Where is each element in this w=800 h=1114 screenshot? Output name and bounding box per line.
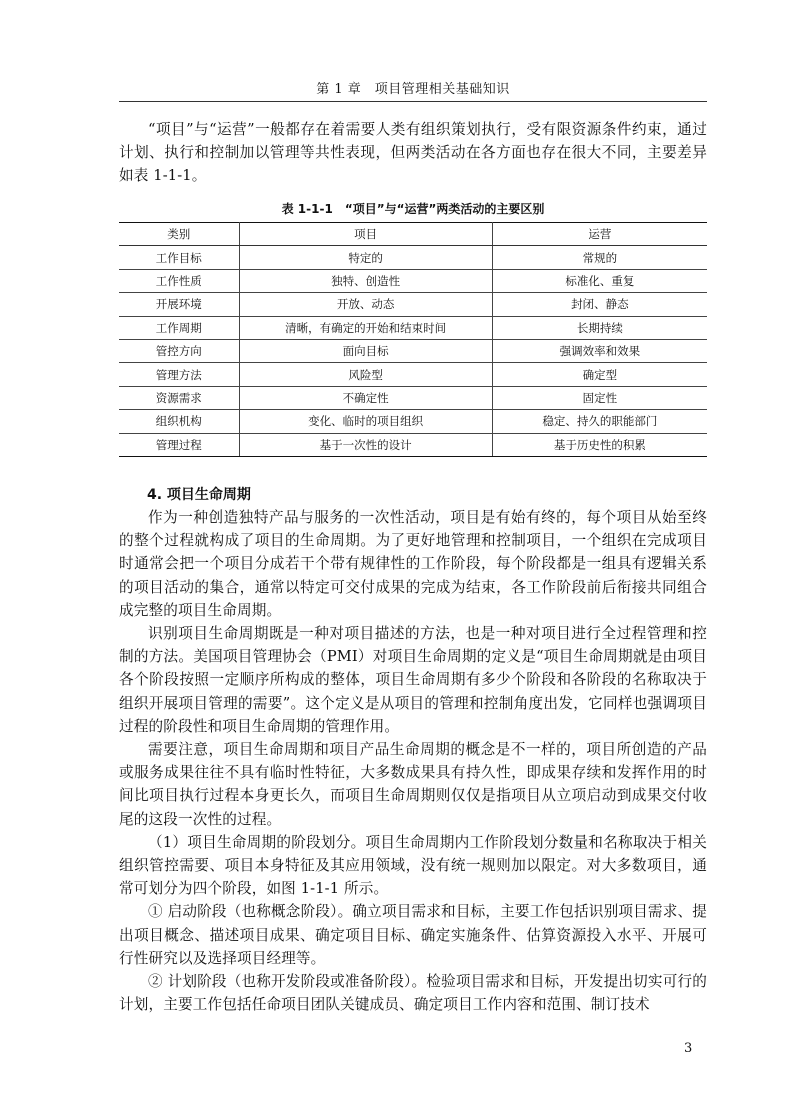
table-cell: 面向目标	[239, 339, 492, 362]
table-cell: 标准化、重复	[492, 269, 707, 292]
table-row	[119, 269, 707, 292]
table-cell: 不确定性	[239, 386, 492, 409]
body-paragraph: （1）项目生命周期的阶段划分。项目生命周期内工作阶段划分数量和名称取决于相关组织管控需要、项目本身特征及其应用领域，没有统一规则加以限定。对大多数项目，通常可划分为四个阶段，如图 1-1-1 所示。	[119, 833, 707, 898]
table-row	[119, 363, 707, 386]
table-cell: 清晰，有确定的开始和结束时间	[239, 316, 492, 339]
comparison-table	[119, 222, 707, 457]
table-cell: 确定型	[492, 363, 707, 386]
table-row	[119, 293, 707, 316]
intro-paragraph	[119, 118, 707, 188]
table-cell: 工作周期	[119, 316, 239, 339]
table-cell: 强调效率和效果	[492, 339, 707, 362]
table-cell: 固定性	[492, 386, 707, 409]
table-cell: 基于一次性的设计	[239, 433, 492, 456]
table-cell: 独特、创造性	[239, 269, 492, 292]
table-row	[119, 386, 707, 409]
table-cell: 基于历史性的积累	[492, 433, 707, 456]
table-cell: 工作性质	[119, 269, 239, 292]
table-cell: 封闭、静态	[492, 293, 707, 316]
table-header-row	[119, 223, 707, 246]
table-caption: 表 1-1-1 “项目”与“运营”两类活动的主要区别	[281, 202, 545, 216]
table-cell: 开展环境	[119, 293, 239, 316]
body-paragraph: ② 计划阶段（也称开发阶段或准备阶段）。检验项目需求和目标，开发提出切实可行的计划，主要工作包括任命项目团队关键成员、确定项目工作内容和范围、制订技术	[119, 973, 707, 1014]
table-cell: 管理方法	[119, 363, 239, 386]
table-cell: 常规的	[492, 246, 707, 269]
table-cell: 变化、临时的项目组织	[239, 410, 492, 433]
table-cell: 长期持续	[492, 316, 707, 339]
table-row	[119, 410, 707, 433]
table-row	[119, 433, 707, 456]
table-row	[119, 339, 707, 362]
table-cell: 资源需求	[119, 386, 239, 409]
body-paragraph: 作为一种创造独特产品与服务的一次性活动，项目是有始有终的，每个项目从始至终的整个过程就构成了项目的生命周期。为了更好地管理和控制项目，一个组织在完成项目时通常会把一个项目分成若干个带有规律性的工作阶段，每个阶段都是一组具有逻辑关系的项目活动的集合，通常以特定可交付成果的完成为结束，各工作阶段前后衔接共同组合成完整的项目生命周期。	[119, 509, 707, 619]
header-cell-operation: 运营	[492, 223, 707, 246]
header-rule	[119, 101, 707, 102]
body-paragraph: ① 启动阶段（也称概念阶段）。确立项目需求和目标，主要工作包括识别项目需求、提出项目概念、描述项目成果、确定项目目标、确定实施条件、估算资源投入水平、开展可行性研究以及选择项目经理等。	[119, 903, 707, 967]
body-paragraph: 需要注意，项目生命周期和项目产品生命周期的概念是不一样的，项目所创造的产品或服务成果往往不具有临时性特征，大多数成果具有持久性，即成果存续和发挥作用的时间比项目执行过程本身更长久，而项目生命周期则仅仅是指项目从立项启动到成果交付收尾的这段一次性的过程。	[119, 741, 707, 828]
table-row	[119, 246, 707, 269]
table-row	[119, 316, 707, 339]
running-header: 第 1 章 项目管理相关基础知识	[316, 82, 510, 97]
table-cell: 工作目标	[119, 246, 239, 269]
section-heading: 4. 项目生命周期	[147, 487, 251, 503]
header-cell-project: 项目	[239, 223, 492, 246]
table-cell: 开放、动态	[239, 293, 492, 316]
table-cell: 稳定、持久的职能部门	[492, 410, 707, 433]
section-body	[119, 506, 707, 1016]
page-number: 3	[684, 1041, 693, 1056]
table-cell: 风险型	[239, 363, 492, 386]
table-cell: 组织机构	[119, 410, 239, 433]
body-paragraph: 识别项目生命周期既是一种对项目描述的方法，也是一种对项目进行全过程管理和控制的方法。美国项目管理协会（PMI）对项目生命周期的定义是“项目生命周期就是由项目各个阶段按照一定顺序所构成的整体，项目生命周期有多少个阶段和各阶段的名称取决于组织开展项目管理的需要”。这个定义是从项目的管理和控制角度出发，它同样也强调项目过程的阶段性和项目生命周期的管理作用。	[119, 625, 707, 735]
header-cell-category: 类别	[119, 223, 239, 246]
table-cell: 管控方向	[119, 339, 239, 362]
table-cell: 管理过程	[119, 433, 239, 456]
intro-text: “项目”与“运营”一般都存在着需要人类有组织策划执行，受有限资源条件约束，通过计划、执行和控制加以管理等共性表现，但两类活动在各方面也存在很大不同，主要差异如表 1-1-1。	[119, 121, 707, 185]
table-cell: 特定的	[239, 246, 492, 269]
